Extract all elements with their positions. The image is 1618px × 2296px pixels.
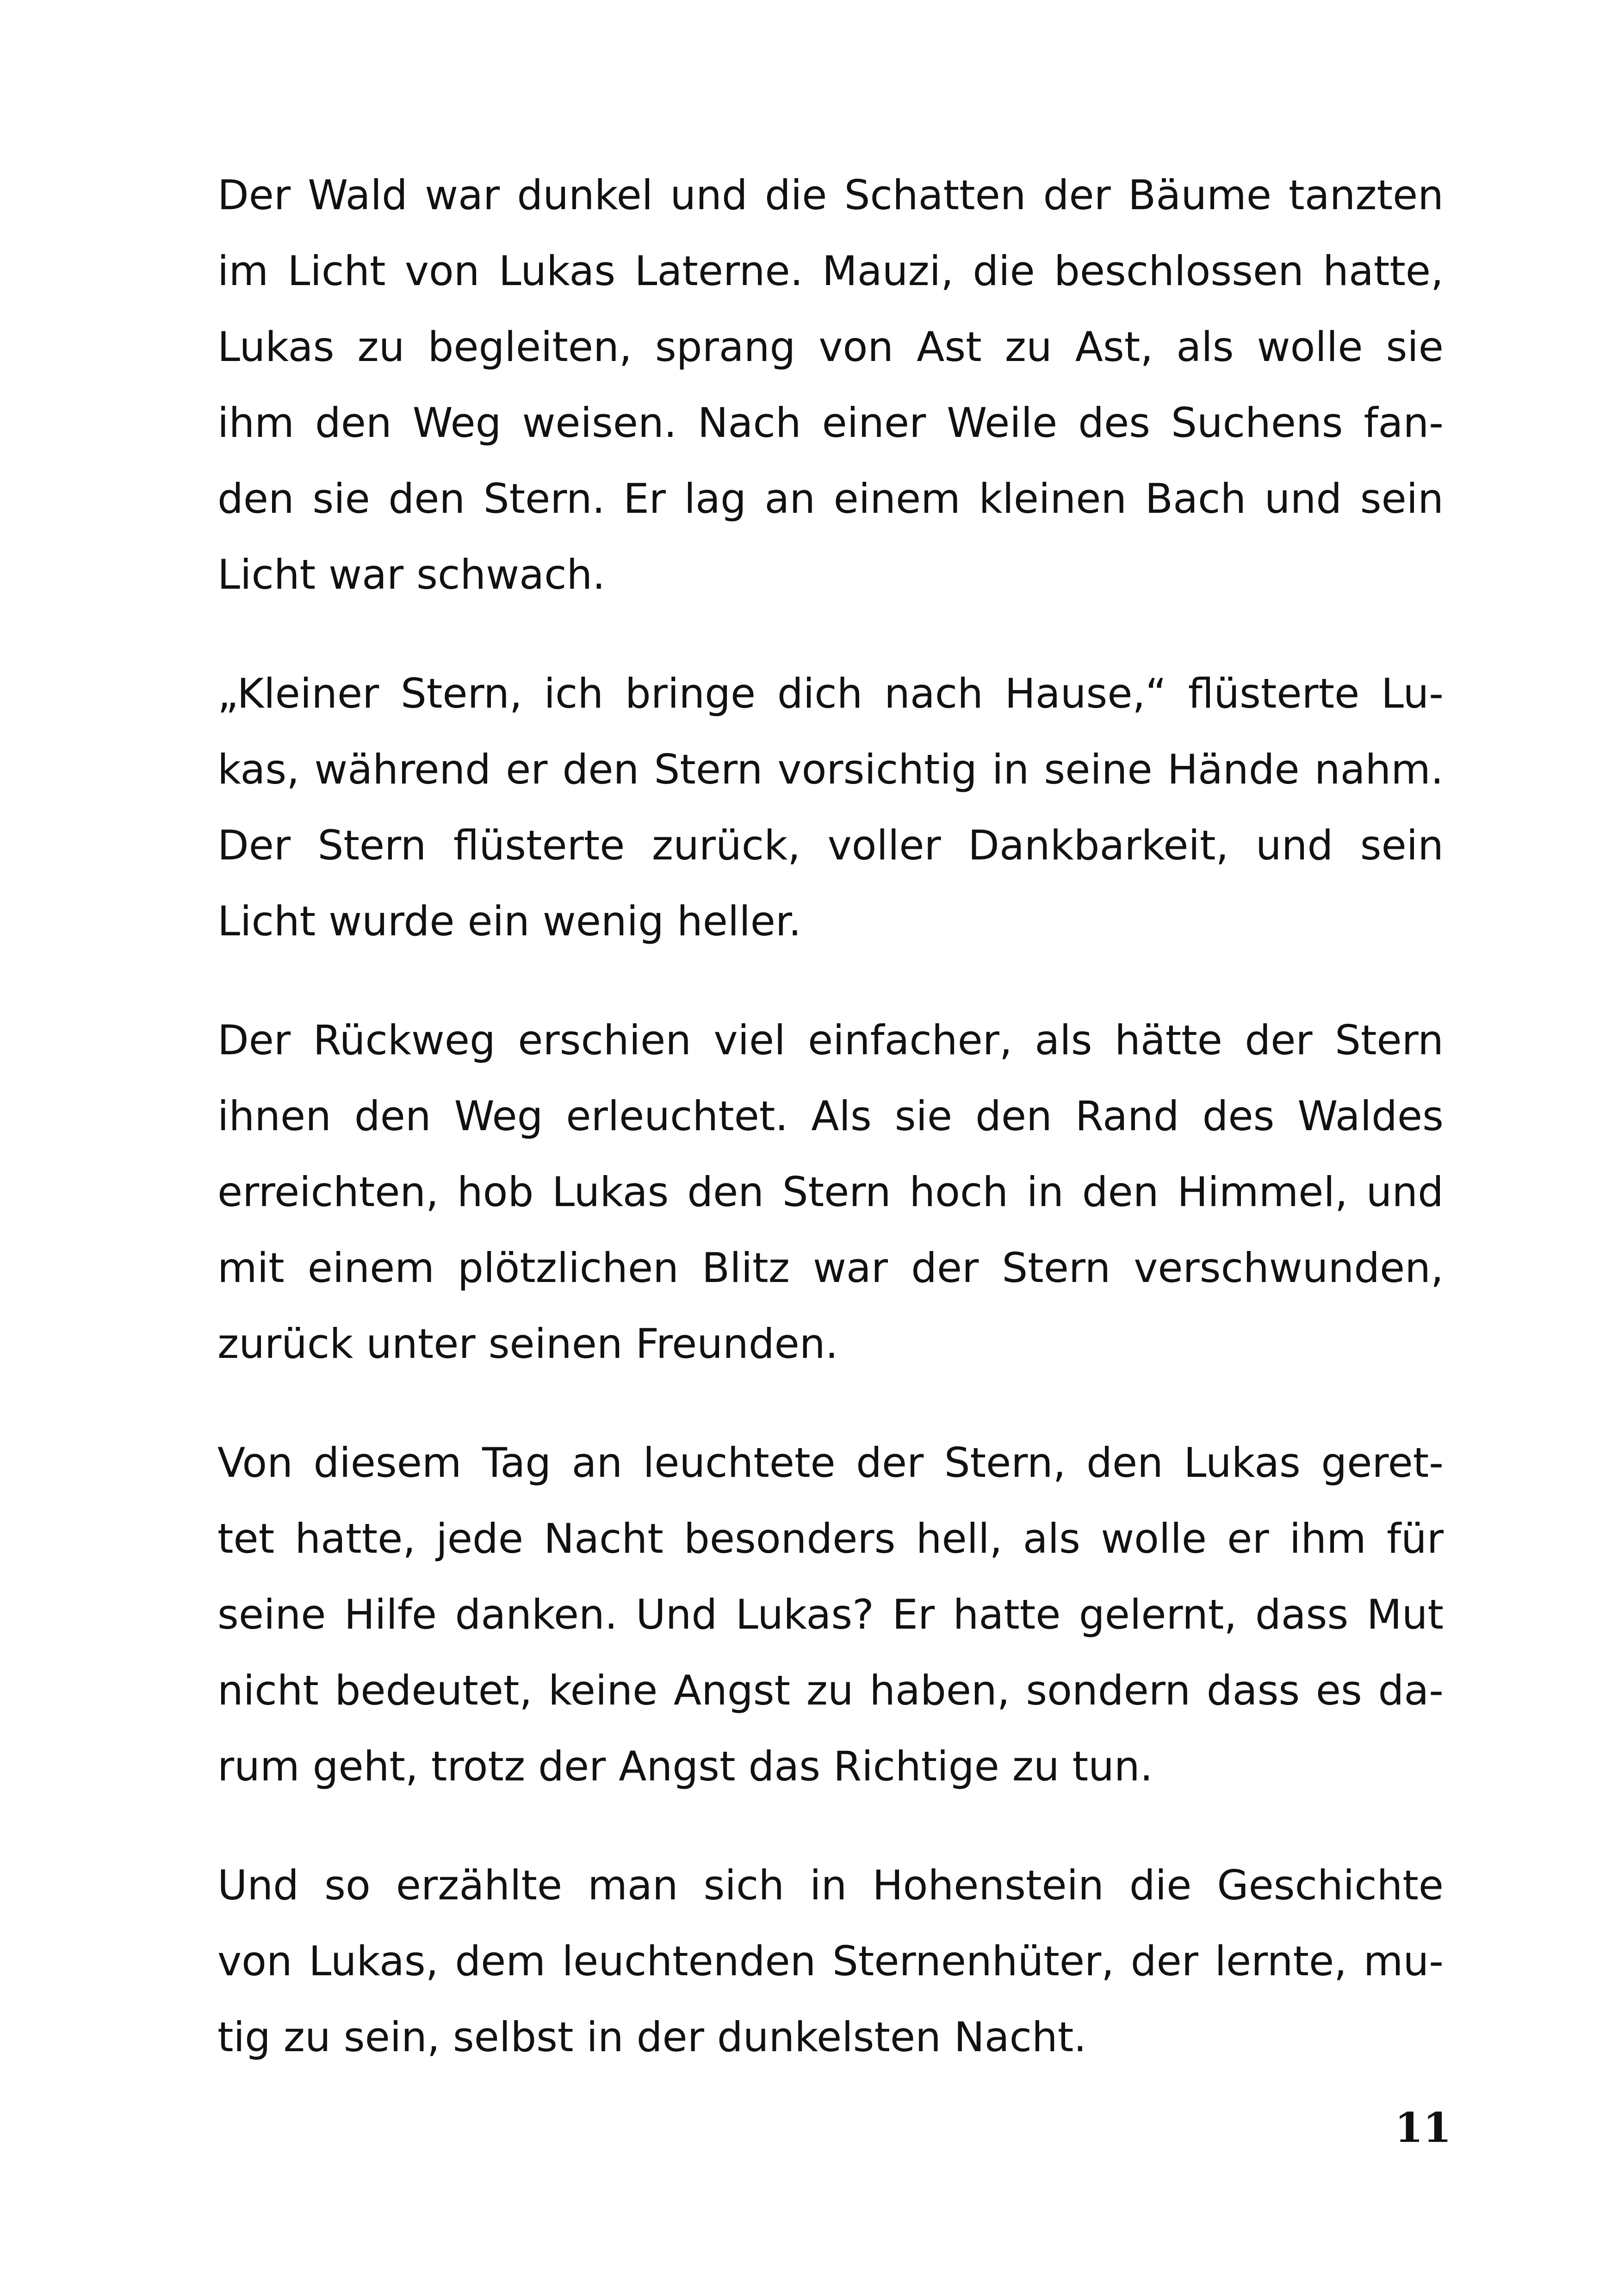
text-line: Lukas zu begleiten, sprang von Ast zu Ast, als wolle sie	[217, 323, 1444, 371]
text-line: „Kleiner Stern, ich bringe dich nach Hause,“ flüsterte Lu-	[217, 670, 1444, 717]
paragraph-1	[217, 157, 1444, 613]
text-line: ihnen den Weg erleuchtet. Als sie den Rand des Waldes	[217, 1092, 1444, 1140]
text-line: kas, während er den Stern vorsichtig in seine Hände nahm.	[217, 746, 1444, 793]
story-text	[217, 157, 1444, 2118]
text-line: tig zu sein, selbst in der dunkelsten Nacht.	[217, 2013, 1087, 2061]
text-line: Der Wald war dunkel und die Schatten der Bäume tanzten	[217, 171, 1444, 219]
text-line: erreichten, hob Lukas den Stern hoch in den Himmel, und	[217, 1168, 1444, 1216]
paragraph-4	[217, 1425, 1444, 1804]
text-line: mit einem plötzlichen Blitz war der Stern verschwunden,	[217, 1244, 1444, 1292]
paragraph-3	[217, 1002, 1444, 1382]
paragraph-2	[217, 656, 1444, 959]
text-line: zurück unter seinen Freunden.	[217, 1320, 838, 1368]
text-line: Und so erzählte man sich in Hohenstein die Geschichte	[217, 1861, 1444, 1909]
text-line: Licht war schwach.	[217, 551, 606, 598]
text-line: Der Rückweg erschien viel einfacher, als hätte der Stern	[217, 1016, 1444, 1064]
text-line: Von diesem Tag an leuchtete der Stern, den Lukas geret-	[217, 1439, 1444, 1487]
text-line: Licht wurde ein wenig heller.	[217, 897, 801, 945]
text-line: rum geht, trotz der Angst das Richtige zu tun.	[217, 1742, 1153, 1790]
text-line: ihm den Weg weisen. Nach einer Weile des Suchens fan-	[217, 399, 1444, 447]
text-line: Der Stern flüsterte zurück, voller Dankbarkeit, und sein	[217, 821, 1444, 869]
text-line: seine Hilfe danken. Und Lukas? Er hatte gelernt, dass Mut	[217, 1591, 1444, 1638]
paragraph-5	[217, 1848, 1444, 2075]
text-line: im Licht von Lukas Laterne. Mauzi, die beschlossen hatte,	[217, 247, 1444, 295]
text-line: nicht bedeutet, keine Angst zu haben, sondern dass es da-	[217, 1667, 1444, 1714]
text-line: von Lukas, dem leuchtenden Sternenhüter, der lernte, mu-	[217, 1937, 1444, 1985]
page-number: 11	[1395, 2103, 1451, 2152]
text-line: den sie den Stern. Er lag an einem kleinen Bach und sein	[217, 475, 1444, 523]
text-line: tet hatte, jede Nacht besonders hell, als wolle er ihm für	[217, 1515, 1444, 1562]
